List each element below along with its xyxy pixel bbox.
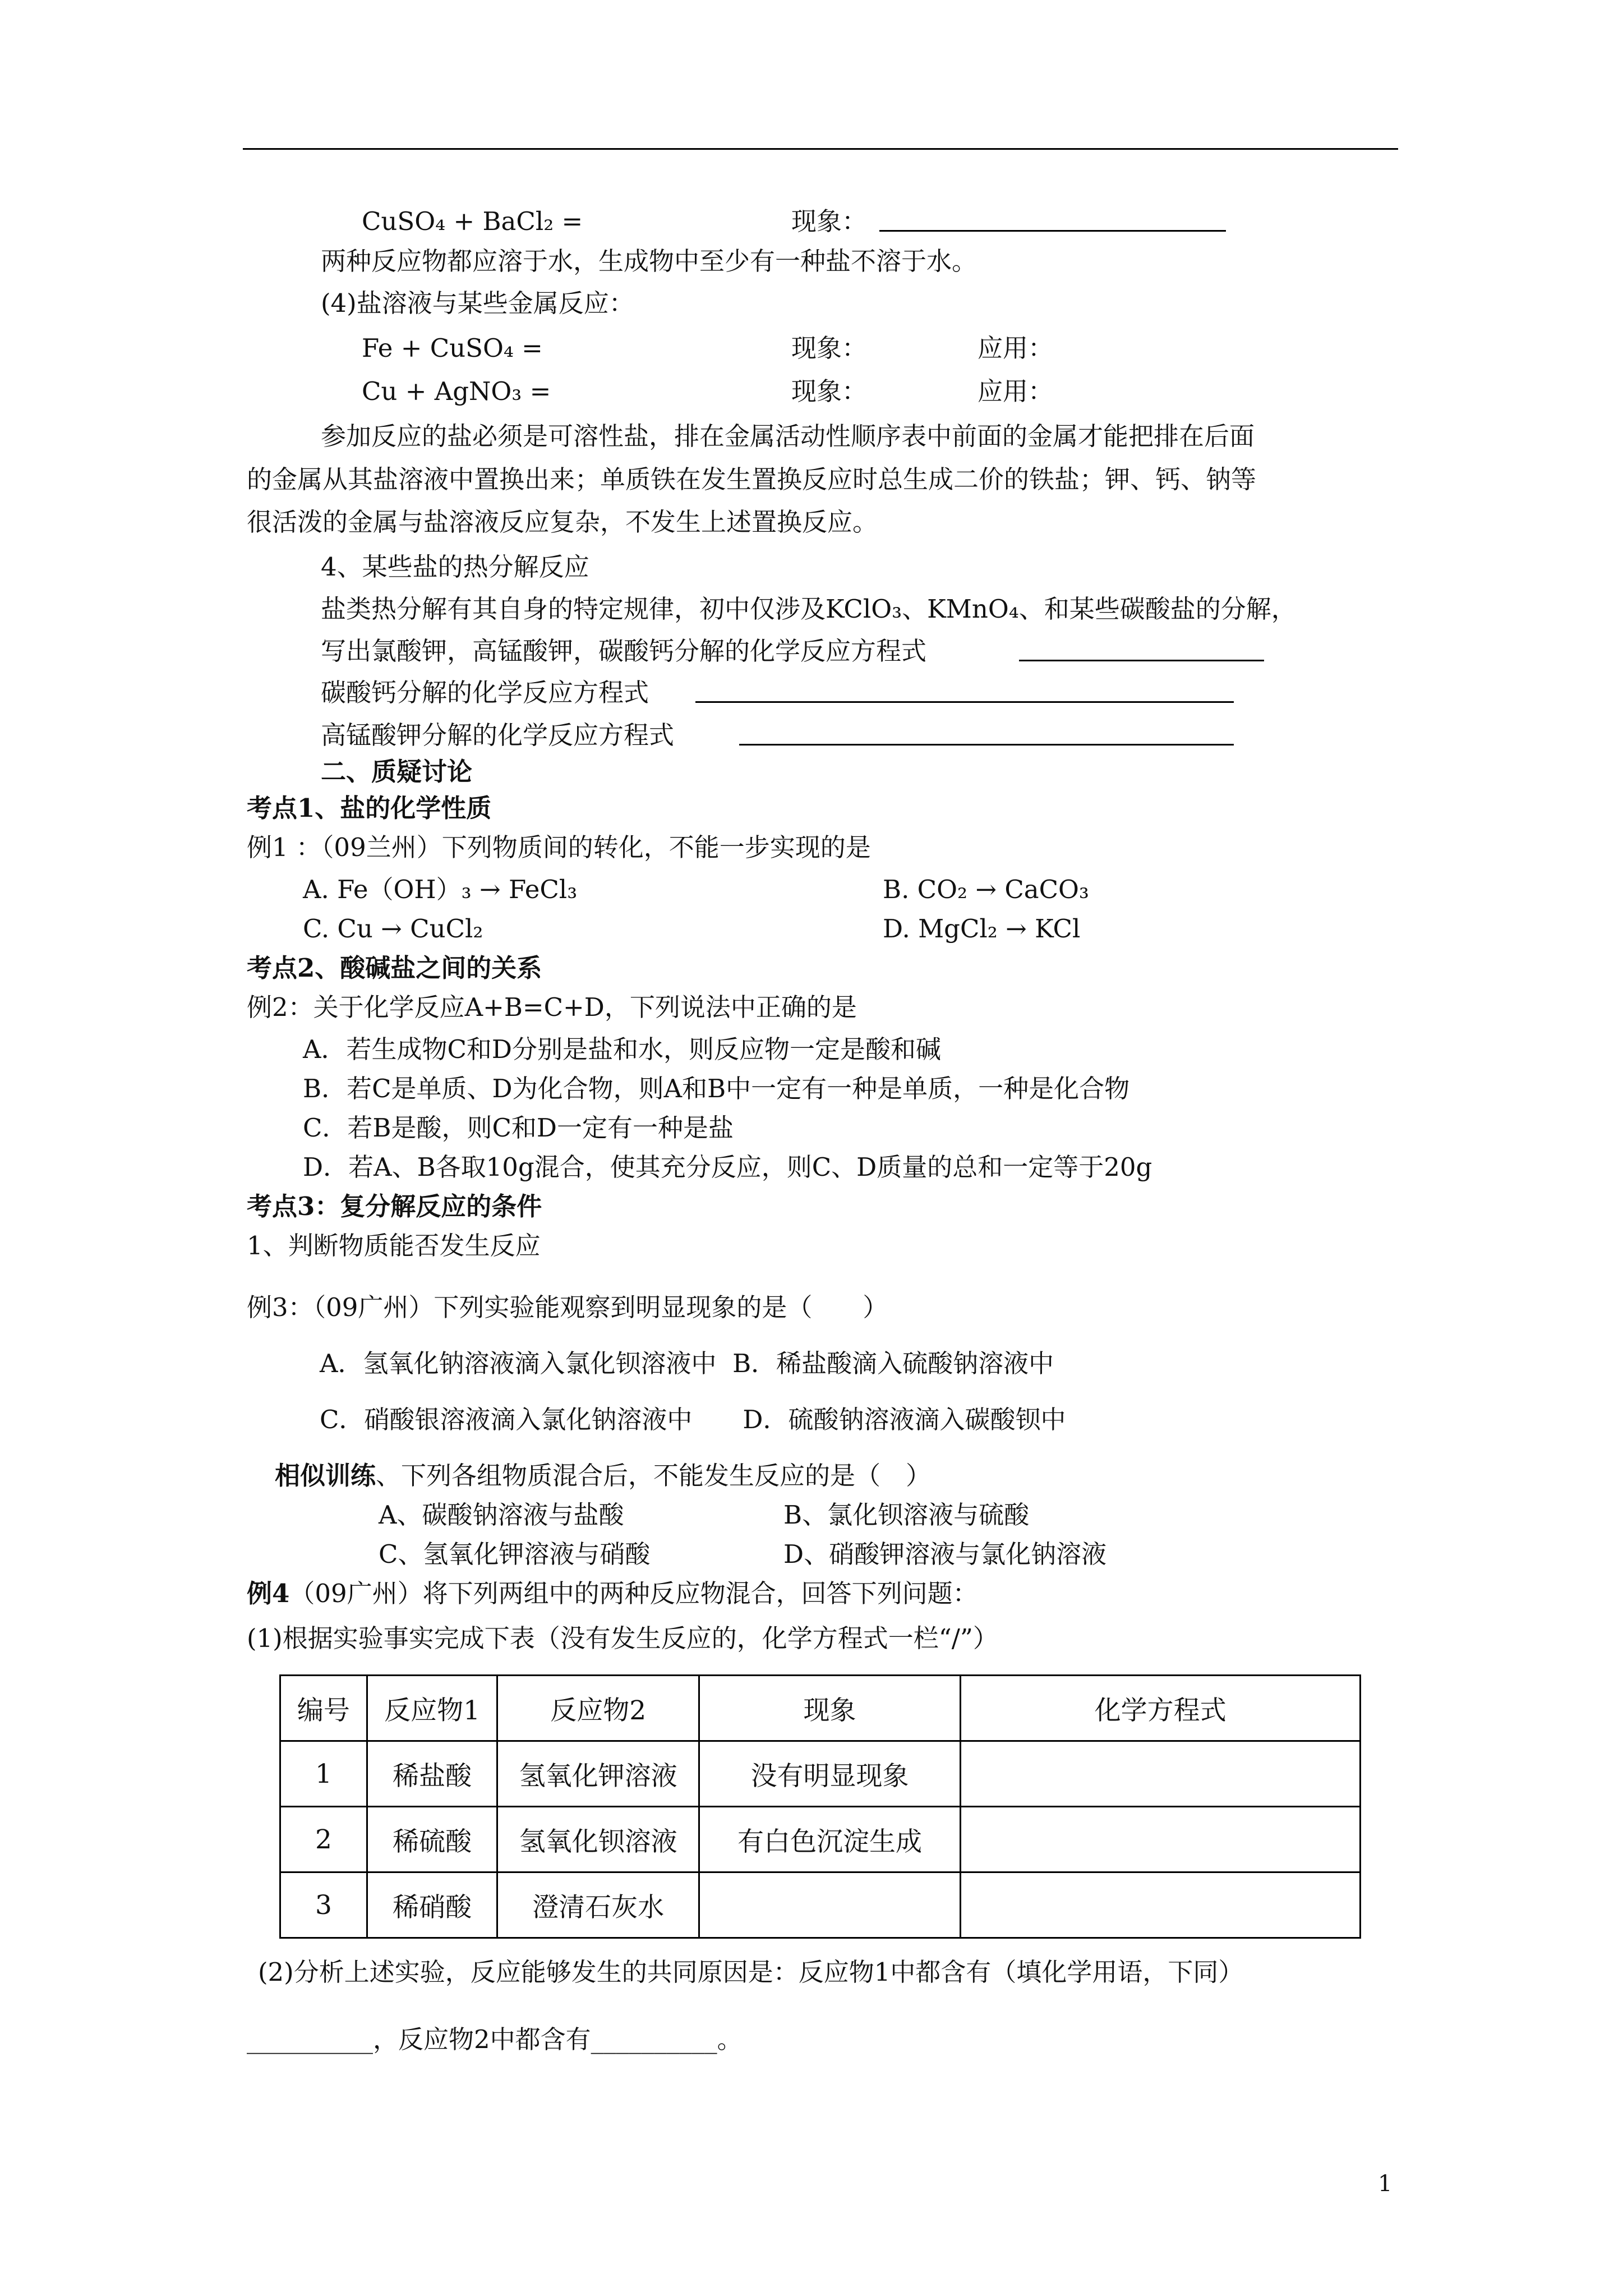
example-3: 例3：（09广州）下列实验能观察到明显现象的是（ ） bbox=[247, 1292, 888, 1322]
answer-blank[interactable] bbox=[739, 719, 1234, 746]
option-a: A. Fe（OH）₃ → FeCl₃ bbox=[303, 875, 578, 904]
question-1: (1)根据实验事实完成下表（没有发生反应的，化学方程式一栏“/”） bbox=[247, 1623, 998, 1653]
option-d: D. MgCl₂ → KCl bbox=[883, 914, 1081, 944]
example-2: 例2：关于化学反应A+B=C+D，下列说法中正确的是 bbox=[247, 992, 857, 1022]
header-cell: 反应物1 bbox=[367, 1676, 497, 1741]
equation-cell[interactable] bbox=[961, 1872, 1361, 1938]
example-1: 例1 ：（09兰州）下列物质间的转化，不能一步实现的是 bbox=[247, 832, 871, 862]
formula-fe-cuso4: Fe + CuSO₄ = bbox=[362, 333, 543, 363]
topic-heading-2: 考点2、酸碱盐之间的关系 bbox=[247, 953, 542, 983]
similar-training bbox=[275, 1458, 931, 1493]
paragraph-line: 写出氯酸钾，高锰酸钾，碳酸钙分解的化学反应方程式 bbox=[321, 636, 927, 666]
phenomenon-label: 现象： bbox=[791, 333, 868, 363]
table-header-row bbox=[280, 1676, 1361, 1741]
header-cell: 反应物2 bbox=[497, 1676, 699, 1741]
header-cell: 现象 bbox=[699, 1676, 960, 1741]
example-4-text: （09广州）将下列两组中的两种反应物混合，回答下列问题： bbox=[289, 1579, 978, 1608]
example-4 bbox=[247, 1576, 978, 1611]
paragraph-line: 高锰酸钾分解的化学反应方程式 bbox=[321, 720, 675, 750]
table-cell: 稀盐酸 bbox=[367, 1741, 497, 1807]
section-heading: 二、质疑讨论 bbox=[321, 757, 473, 786]
subheading: 1、判断物质能否发生反应 bbox=[247, 1231, 541, 1260]
option-a: A．若生成物C和D分别是盐和水，则反应物一定是酸和碱 bbox=[303, 1034, 942, 1064]
option-b: B、氯化钡溶液与硫酸 bbox=[783, 1500, 1030, 1530]
table-cell: 没有明显现象 bbox=[699, 1741, 960, 1807]
options-ab: A．氢氧化钠溶液滴入氯化钡溶液中 B．稀盐酸滴入硫酸钠溶液中 bbox=[320, 1349, 1054, 1378]
option-d: D、硝酸钾溶液与氯化钠溶液 bbox=[783, 1539, 1107, 1569]
application-label: 应用： bbox=[978, 376, 1054, 406]
option-c: C．若B是酸，则C和D一定有一种是盐 bbox=[303, 1113, 734, 1143]
option-c: C、氢氧化钾溶液与硝酸 bbox=[379, 1539, 651, 1569]
table-cell: 有白色沉淀生成 bbox=[699, 1807, 960, 1872]
table-row bbox=[280, 1872, 1361, 1938]
option-c: C. Cu → CuCl₂ bbox=[303, 914, 483, 944]
formula-cu-agno3: Cu + AgNO₃ = bbox=[362, 376, 551, 406]
paragraph-line: 的金属从其盐溶液中置换出来；单质铁在发生置换反应时总生成二价的铁盐；钾、钙、钠等 bbox=[247, 464, 1257, 494]
header-cell: 化学方程式 bbox=[961, 1676, 1361, 1741]
paragraph-line: 很活泼的金属与盐溶液反应复杂，不发生上述置换反应。 bbox=[247, 507, 878, 537]
table-cell: 稀硝酸 bbox=[367, 1872, 497, 1938]
table-cell: 氢氧化钾溶液 bbox=[497, 1741, 699, 1807]
header-rule bbox=[243, 148, 1398, 150]
subheading-salt-metal: (4)盐溶液与某些金属反应： bbox=[321, 288, 634, 318]
table-cell: 稀硫酸 bbox=[367, 1807, 497, 1872]
table-cell: 3 bbox=[280, 1872, 367, 1938]
similar-training-label: 相似训练 bbox=[275, 1461, 376, 1490]
topic-heading-1: 考点1、盐的化学性质 bbox=[247, 793, 492, 823]
page-number: 1 bbox=[1378, 2171, 1393, 2197]
paragraph-line: 碳酸钙分解的化学反应方程式 bbox=[321, 678, 649, 707]
header-cell: 编号 bbox=[280, 1676, 367, 1741]
answer-blank[interactable] bbox=[879, 205, 1226, 232]
paragraph-line: 盐类热分解有其自身的特定规律，初中仅涉及KClO₃、KMnO₄、和某些碳酸盐的分解， bbox=[321, 594, 1297, 624]
subheading-thermal-decomposition: 4、某些盐的热分解反应 bbox=[321, 552, 589, 582]
condition-text: 两种反应物都应溶于水，生成物中至少有一种盐不溶于水。 bbox=[321, 246, 978, 276]
equation-cell[interactable] bbox=[961, 1807, 1361, 1872]
table-cell: 氢氧化钡溶液 bbox=[497, 1807, 699, 1872]
answer-blank[interactable] bbox=[695, 677, 1234, 703]
phenomenon-label: 现象： bbox=[791, 376, 868, 406]
option-a: A、碳酸钠溶液与盐酸 bbox=[379, 1500, 624, 1530]
application-label: 应用： bbox=[978, 333, 1054, 363]
example-4-label: 例4 bbox=[247, 1579, 290, 1608]
formula-cuso4-bacl2: CuSO₄ + BaCl₂ = bbox=[362, 206, 583, 236]
table-cell: 2 bbox=[280, 1807, 367, 1872]
option-b: B. CO₂ → CaCO₃ bbox=[883, 875, 1089, 904]
table-row bbox=[280, 1807, 1361, 1872]
phenomenon-label: 现象： bbox=[791, 206, 868, 236]
options-cd: C．硝酸银溶液滴入氯化钠溶液中 D．硫酸钠溶液滴入碳酸钡中 bbox=[320, 1405, 1066, 1434]
phenomenon-cell[interactable] bbox=[699, 1872, 960, 1938]
question-2-blanks[interactable]: __________，反应物2中都含有__________。 bbox=[247, 2024, 743, 2054]
table-row bbox=[280, 1741, 1361, 1807]
equation-cell[interactable] bbox=[961, 1741, 1361, 1807]
similar-training-text: 、下列各组物质混合后，不能发生反应的是（ ） bbox=[376, 1461, 932, 1490]
question-2: (2)分析上述实验，反应能够发生的共同原因是：反应物1中都含有（填化学用语，下同） bbox=[258, 1957, 1244, 1987]
paragraph-line: 参加反应的盐必须是可溶性盐，排在金属活动性顺序表中前面的金属才能把排在后面 bbox=[321, 421, 1255, 451]
answer-blank[interactable] bbox=[1019, 635, 1264, 661]
table-cell: 1 bbox=[280, 1741, 367, 1807]
experiment-table bbox=[279, 1674, 1361, 1939]
topic-heading-3: 考点3：复分解反应的条件 bbox=[247, 1191, 542, 1221]
option-b: B．若C是单质、D为化合物，则A和B中一定有一种是单质，一种是化合物 bbox=[303, 1074, 1130, 1103]
table-cell: 澄清石灰水 bbox=[497, 1872, 699, 1938]
option-d: D．若A、B各取10g混合，使其充分反应，则C、D质量的总和一定等于20g bbox=[303, 1152, 1152, 1182]
